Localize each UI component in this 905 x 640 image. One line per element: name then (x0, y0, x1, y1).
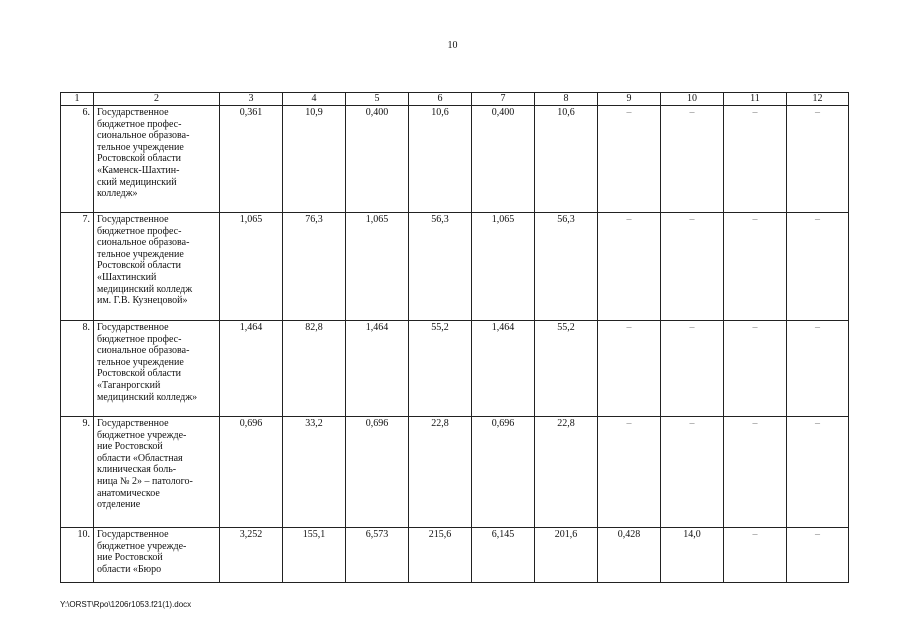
value-cell: 6,145 (472, 528, 535, 583)
table-row (61, 528, 849, 583)
table-row (61, 106, 849, 213)
value-cell: 0,696 (220, 417, 283, 528)
value-cell: 22,8 (535, 417, 598, 528)
row-number: 8. (61, 321, 94, 417)
value-cell: 0,696 (472, 417, 535, 528)
value-cell: – (661, 213, 724, 321)
column-header: 4 (283, 93, 346, 106)
table-row (61, 417, 849, 528)
column-header: 1 (61, 93, 94, 106)
value-cell: – (724, 321, 787, 417)
value-cell: – (787, 321, 849, 417)
value-cell: 10,9 (283, 106, 346, 213)
institution-name: Государственное бюджетное учрежде- ние Ростовской области «Бюро (94, 528, 220, 583)
value-cell: 14,0 (661, 528, 724, 583)
value-cell: – (598, 417, 661, 528)
header-row (61, 93, 849, 106)
value-cell: 76,3 (283, 213, 346, 321)
value-cell: 82,8 (283, 321, 346, 417)
value-cell: – (787, 106, 849, 213)
value-cell: – (787, 213, 849, 321)
value-cell: 155,1 (283, 528, 346, 583)
value-cell: – (598, 106, 661, 213)
value-cell: 1,464 (472, 321, 535, 417)
column-header: 7 (472, 93, 535, 106)
institution-name: Государственное бюджетное профес- сиональное образова- тельное учреждение Ростовской области «Каменск-Шахтин- ский медицинский колледж» (94, 106, 220, 213)
value-cell: 201,6 (535, 528, 598, 583)
column-header: 5 (346, 93, 409, 106)
value-cell: 33,2 (283, 417, 346, 528)
value-cell: 1,065 (346, 213, 409, 321)
page-number: 10 (447, 40, 458, 51)
value-cell: 0,428 (598, 528, 661, 583)
value-cell: 56,3 (535, 213, 598, 321)
column-header: 11 (724, 93, 787, 106)
table-row (61, 321, 849, 417)
value-cell: 10,6 (409, 106, 472, 213)
column-header: 8 (535, 93, 598, 106)
value-cell: – (724, 213, 787, 321)
value-cell: – (724, 528, 787, 583)
value-cell: 0,400 (346, 106, 409, 213)
institution-name: Государственное бюджетное профес- сиональное образова- тельное учреждение Ростовской области «Шахтинский медицинский колледж им. Г.В. Кузнецовой» (94, 213, 220, 321)
value-cell: 1,065 (472, 213, 535, 321)
value-cell: – (661, 321, 724, 417)
row-number: 9. (61, 417, 94, 528)
value-cell: 6,573 (346, 528, 409, 583)
value-cell: 3,252 (220, 528, 283, 583)
column-header: 2 (94, 93, 220, 106)
value-cell: 0,361 (220, 106, 283, 213)
value-cell: 56,3 (409, 213, 472, 321)
value-cell: 10,6 (535, 106, 598, 213)
column-header: 6 (409, 93, 472, 106)
value-cell: 215,6 (409, 528, 472, 583)
value-cell: 22,8 (409, 417, 472, 528)
column-header: 3 (220, 93, 283, 106)
value-cell: 1,464 (346, 321, 409, 417)
value-cell: – (661, 106, 724, 213)
row-number: 10. (61, 528, 94, 583)
value-cell: – (661, 417, 724, 528)
column-header: 9 (598, 93, 661, 106)
value-cell: 1,065 (220, 213, 283, 321)
value-cell: 0,696 (346, 417, 409, 528)
value-cell: – (724, 106, 787, 213)
value-cell: 55,2 (409, 321, 472, 417)
value-cell: – (598, 321, 661, 417)
value-cell: 55,2 (535, 321, 598, 417)
value-cell: – (724, 417, 787, 528)
file-path-footer: Y:\ORST\Rpo\1206r1053.f21(1).docx (60, 600, 192, 609)
table-row (61, 213, 849, 321)
value-cell: 1,464 (220, 321, 283, 417)
column-header: 12 (787, 93, 849, 106)
value-cell: 0,400 (472, 106, 535, 213)
column-header: 10 (661, 93, 724, 106)
institution-name: Государственное бюджетное профес- сиональное образова- тельное учреждение Ростовской области «Таганрогский медицинский колледж» (94, 321, 220, 417)
value-cell: – (787, 528, 849, 583)
row-number: 7. (61, 213, 94, 321)
institution-name: Государственное бюджетное учрежде- ние Ростовской области «Областная клиническая боль- ница № 2» – патолого- анатомическое отделение (94, 417, 220, 528)
row-number: 6. (61, 106, 94, 213)
value-cell: – (598, 213, 661, 321)
value-cell: – (787, 417, 849, 528)
data-table (60, 92, 849, 583)
